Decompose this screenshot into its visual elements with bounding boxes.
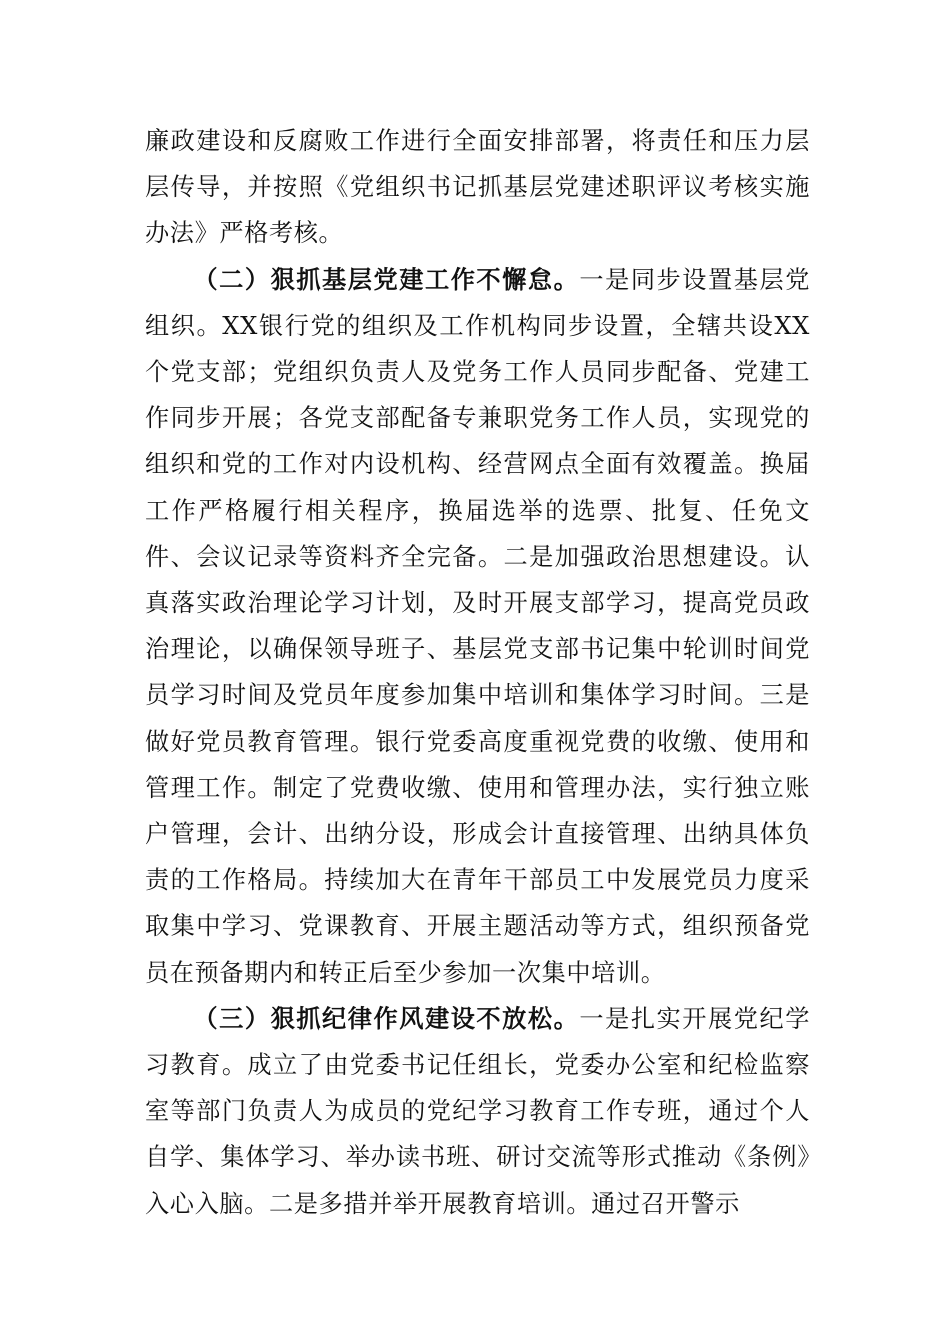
section-heading-three: （三）狠抓纪律作风建设不放松。	[193, 1003, 580, 1033]
paragraph-party-building	[145, 257, 810, 996]
paragraph-text: 一是扎实开展党纪学习教育。成立了由党委书记任组长，党委办公室和纪检监察室等部门负责人为成员的党纪学习教育工作专班，通过个人自学、集体学习、举办读书班、研讨交流等形式推动《条例》入心入脑。二是多措并举开展教育培训。通过召开警示	[145, 1004, 810, 1218]
paragraph-continuation: 廉政建设和反腐败工作进行全面安排部署，将责任和压力层层传导，并按照《党组织书记抓基层党建述职评议考核实施办法》严格考核。	[145, 127, 810, 248]
document-body	[145, 118, 810, 1227]
section-heading-two: （二）狠抓基层党建工作不懈怠。	[193, 264, 580, 294]
paragraph-text: 一是同步设置基层党组织。XX银行党的组织及工作机构同步设置，全辖共设XX个党支部；党组织负责人及党务工作人员同步配备、党建工作同步开展；各党支部配备专兼职党务工作人员，实现党的组织和党的工作对内设机构、经营网点全面有效覆盖。换届工作严格履行相关程序，换届选举的选票、批复、任免文件、会议记录等资料齐全完备。二是加强政治思想建设。认真落实政治理论学习计划，及时开展支部学习，提高党员政治理论，以确保领导班子、基层党支部书记集中轮训时间党员学习时间及党员年度参加集中培训和集体学习时间。三是做好党员教育管理。银行党委高度重视党费的收缴、使用和管理工作。制定了党费收缴、使用和管理办法，实行独立账户管理，会计、出纳分设，形成会计直接管理、出纳具体负责的工作格局。持续加大在青年干部员工中发展党员力度采取集中学习、党课教育、开展主题活动等方式，组织预备党员在预备期内和转正后至少参加一次集中培训。	[145, 265, 810, 987]
paragraph-discipline	[145, 996, 810, 1227]
